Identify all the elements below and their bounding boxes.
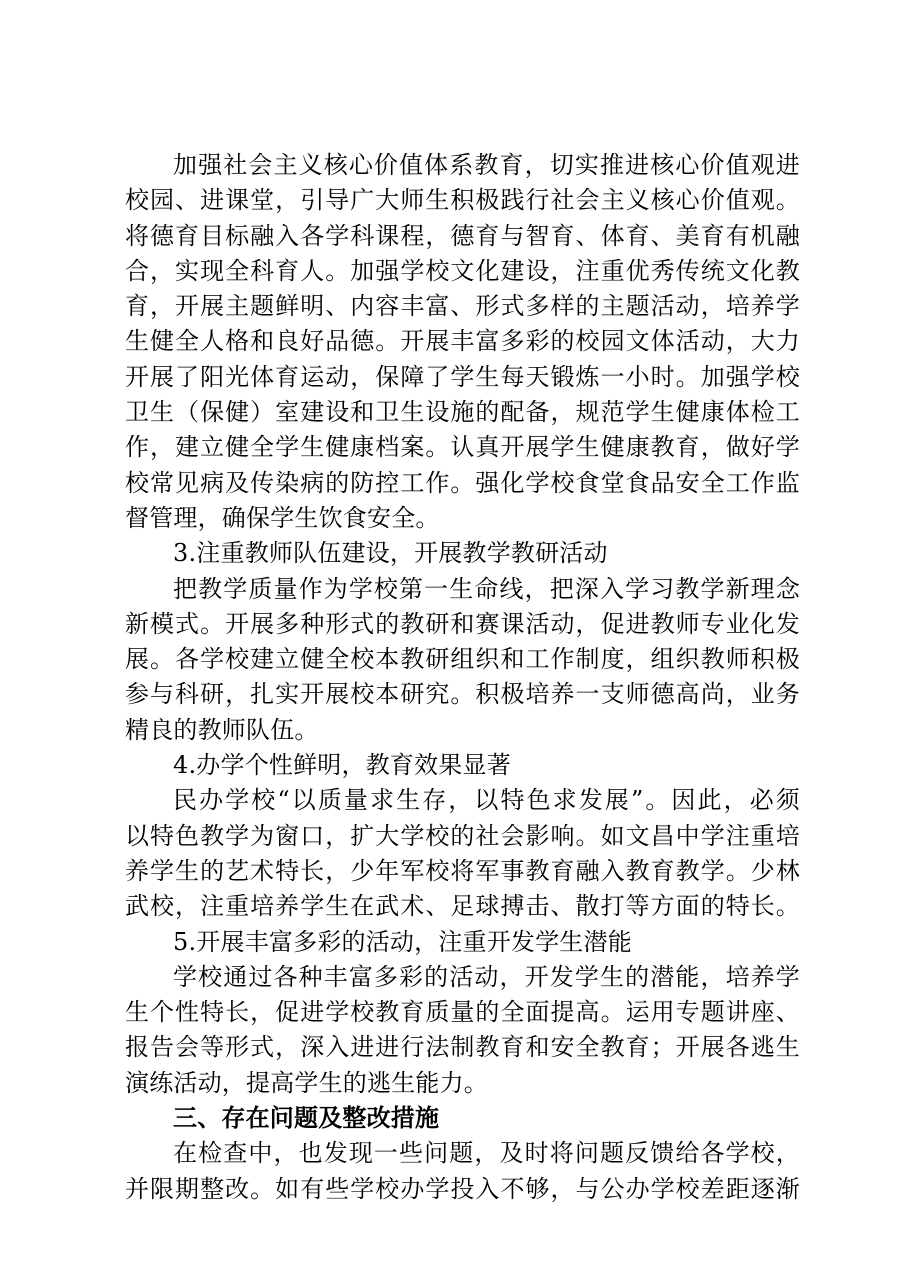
text-line: 把教学质量作为学校第一生命线，把深入学习教学新理念 xyxy=(173,574,800,603)
paragraph-teaching-quality xyxy=(125,572,800,748)
text-line: 武校，注重培养学生在武术、足球搏击、散打等方面的特长。 xyxy=(125,892,800,921)
section-heading-issues: 三、存在问题及整改措施 xyxy=(173,1104,440,1133)
document-body xyxy=(125,148,800,1207)
text-line: 以特色教学为窗口，扩大学校的社会影响。如文昌中学注重培 xyxy=(125,821,800,850)
text-line: 卫生（保健）室建设和卫生设施的配备，规范学生健康体检工 xyxy=(125,398,800,427)
text-line: 将德育目标融入各学科课程，德育与智育、体育、美育有机融 xyxy=(125,221,800,250)
paragraph-student-potential xyxy=(125,960,800,1101)
text-line: 民办学校“以质量求生存，以特色求发展”。因此，必须 xyxy=(173,786,800,815)
text-line: 加强社会主义核心价值体系教育，切实推进核心价值观进 xyxy=(173,151,800,179)
text-line: 校常见病及传染病的防控工作。强化学校食堂食品安全工作监 xyxy=(125,468,800,497)
text-line: 生个性特长，促进学校教育质量的全面提高。运用专题讲座、 xyxy=(125,998,800,1027)
paragraph-moral-education xyxy=(125,148,800,536)
text-line: 作，建立健全学生健康档案。认真开展学生健康教育，做好学 xyxy=(125,433,800,462)
text-line: 校园、进课堂，引导广大师生积极践行社会主义核心价值观。 xyxy=(125,186,800,215)
text-line: 在检查中，也发现一些问题，及时将问题反馈给各学校， xyxy=(173,1139,800,1168)
text-line: 报告会等形式，深入进进行法制教育和安全教育；开展各逃生 xyxy=(125,1033,800,1062)
text-line: 生健全人格和良好品德。开展丰富多彩的校园文体活动，大力 xyxy=(125,327,800,356)
subheading-activities: 5.开展丰富多彩的活动，注重开发学生潜能 xyxy=(173,927,632,956)
paragraph-inspection-issues xyxy=(125,1136,800,1207)
text-line: 新模式。开展多种形式的教研和赛课活动，促进教师专业化发 xyxy=(125,609,800,638)
subheading-teacher-team: 3.注重教师队伍建设，开展教学教研活动 xyxy=(173,539,608,568)
text-line: 演练活动，提高学生的逃生能力。 xyxy=(125,1068,488,1097)
text-line: 开展了阳光体育运动，保障了学生每天锻炼一小时。加强学校 xyxy=(125,362,800,391)
text-line: 精良的教师队伍。 xyxy=(125,715,319,744)
text-line: 督管理，确保学生饮食安全。 xyxy=(125,503,440,532)
text-line: 参与科研，扎实开展校本研究。积极培养一支师德高尚，业务 xyxy=(125,680,800,709)
text-line: 学校通过各种丰富多彩的活动，开发学生的潜能，培养学 xyxy=(173,962,800,991)
text-line: 并限期整改。如有些学校办学投入不够，与公办学校差距逐渐 xyxy=(125,1174,800,1203)
text-line: 展。各学校建立健全校本教研组织和工作制度，组织教师积极 xyxy=(125,645,800,674)
subheading-school-character: 4.办学个性鲜明，教育效果显著 xyxy=(173,751,511,780)
paragraph-private-schools xyxy=(125,783,800,924)
text-line: 合，实现全科育人。加强学校文化建设，注重优秀传统文化教 xyxy=(125,256,800,285)
text-line: 养学生的艺术特长，少年军校将军事教育融入教育教学。少林 xyxy=(125,856,800,885)
text-line: 育，开展主题鲜明、内容丰富、形式多样的主题活动，培养学 xyxy=(125,292,800,321)
